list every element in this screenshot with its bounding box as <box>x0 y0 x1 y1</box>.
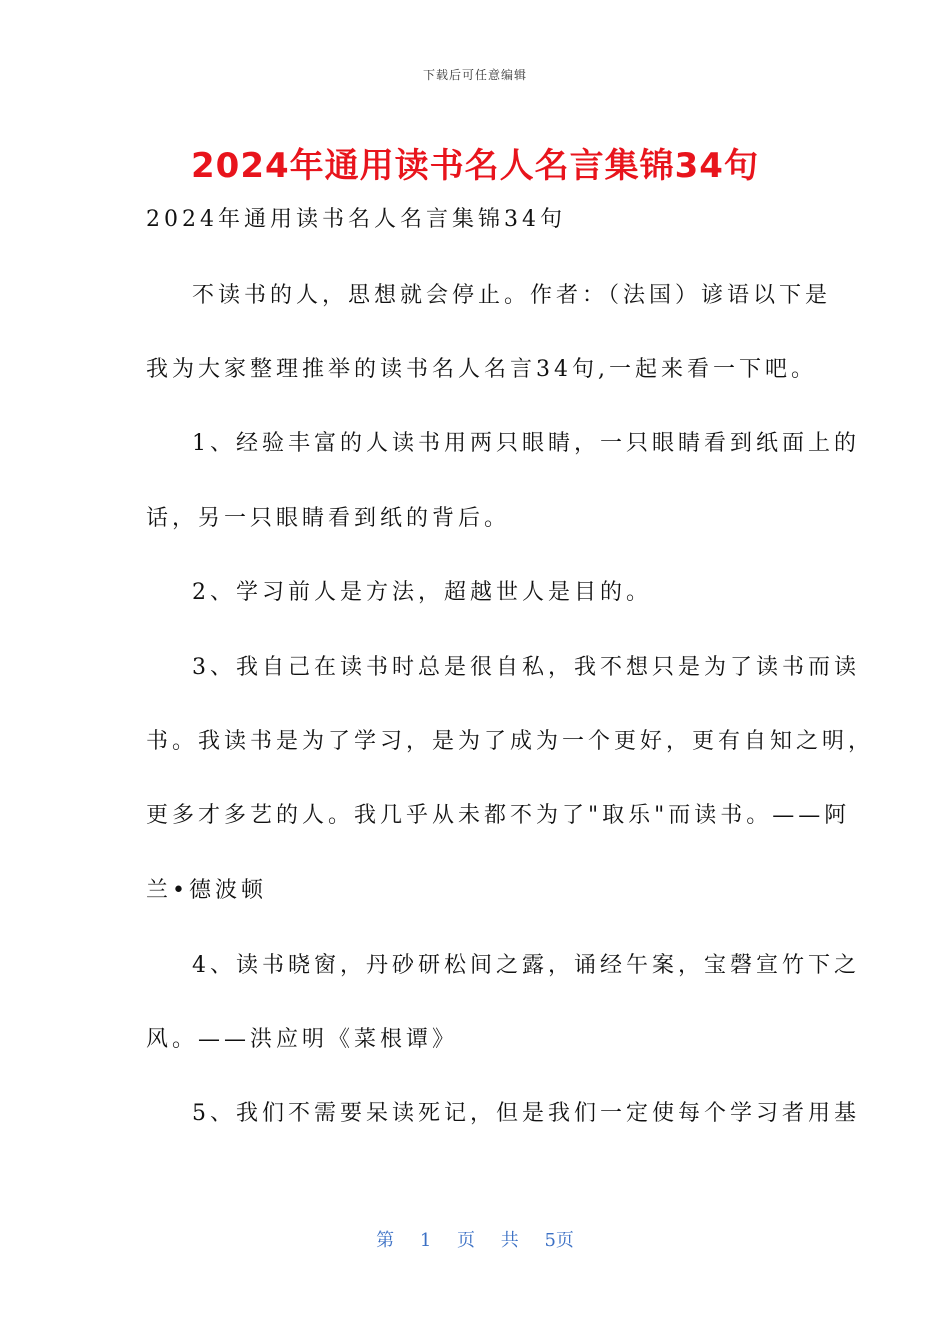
paragraph-line: 书。我读书是为了学习，是为了成为一个更好，更有自知之明， <box>146 729 875 754</box>
paragraph-line: 我为大家整理推举的读书名人名言34句,一起来看一下吧。 <box>146 357 817 382</box>
paragraph-line: 兰•德波顿 <box>146 878 267 903</box>
footer-label-ye: 页 <box>457 1230 475 1251</box>
document-subtitle: 2024年通用读书名人名言集锦34句 <box>146 207 566 232</box>
paragraph-line: 话，另一只眼睛看到纸的背后。 <box>146 506 511 531</box>
footer-page-current: 1 <box>419 1230 432 1251</box>
footer-page-total: 5页 <box>544 1230 574 1251</box>
paragraph-line: 更多才多艺的人。我几乎从未都不为了"取乐"而读书。——阿 <box>146 803 851 828</box>
footer-label-gong: 共 <box>500 1230 519 1251</box>
paragraph-line: 风。——洪应明《菜根谭》 <box>146 1027 459 1052</box>
paragraph-line: 3、我自己在读书时总是很自私，我不想只是为了读书而读 <box>192 655 860 680</box>
document-title: 2024年通用读书名人名言集锦34句 <box>191 146 759 186</box>
paragraph-line: 4、读书晓窗，丹砂研松间之露，诵经午案，宝磬宣竹下之 <box>192 953 860 978</box>
paragraph-line: 1、经验丰富的人读书用两只眼睛，一只眼睛看到纸面上的 <box>192 431 860 456</box>
paragraph-line: 不读书的人，思想就会停止。作者：（法国）谚语以下是 <box>192 283 832 308</box>
paragraph-line: 5、我们不需要呆读死记，但是我们一定使每个学习者用基 <box>192 1101 860 1126</box>
page-footer <box>0 1226 950 1252</box>
paragraph-line: 2、学习前人是方法，超越世人是目的。 <box>192 580 652 605</box>
footer-label-di: 第 <box>376 1230 395 1251</box>
header-note: 下载后可任意编辑 <box>422 68 527 82</box>
